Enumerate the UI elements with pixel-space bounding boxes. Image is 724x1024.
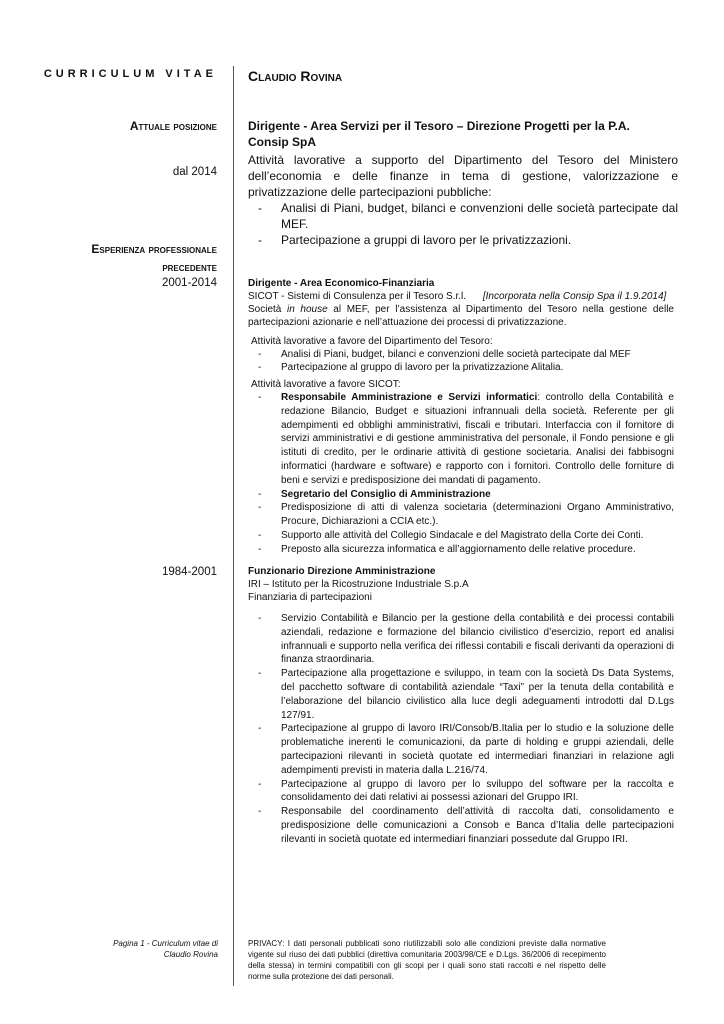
job2-block (248, 565, 674, 847)
footer-page-label-line2: Claudio Rovina (163, 950, 218, 959)
list-item: - Partecipazione a gruppi di lavoro per le privatizzazioni. (248, 232, 678, 248)
person-name: Claudio Rovina (248, 68, 343, 84)
job1-group1-bullets (248, 348, 674, 374)
footer-page-label-line1: Pagina 1 - Curriculum vitae di (113, 939, 218, 948)
job2-company: IRI – Istituto per la Ricostruzione Industriale S.p.A (248, 579, 469, 590)
current-date: dal 2014 (172, 166, 217, 178)
footer-page-label (40, 938, 218, 960)
list-item: - Partecipazione al gruppo di lavoro IRI/Consob/B.Italia per lo studio e la soluzione delle problematiche inerenti le comunicazioni, da parte di holding e gruppi aziendali, delle partecipazioni rilevanti in società quotate ed intermediari finanziari in relazione agli adempimenti previsti in materia dalla L.216/74. (248, 722, 674, 777)
list-item: - Analisi di Piani, budget, bilanci e convenzioni delle società partecipate dal MEF. (248, 200, 678, 232)
list-item (248, 391, 674, 488)
job1-group1-intro: Attività lavorative a favore del Dipartimento del Tesoro: (251, 336, 493, 347)
job2-date: 1984-2001 (162, 566, 217, 578)
job2-unit: Finanziaria di partecipazioni (248, 592, 372, 603)
vertical-divider (233, 66, 234, 986)
bullet-bold: Segretario del Consiglio di Amministrazione (281, 488, 491, 500)
job1-company-line (248, 290, 674, 303)
list-item: - Responsabile del coordinamento dell’attività di raccolta dati, consolidamento e predisposizione delle comunicazioni a Consob e Banca d’Italia delle partecipazioni rilevanti in società quotate ed intermediari finanziari possedute dal Gruppo IRI. (248, 805, 674, 846)
list-item: - Partecipazione alla progettazione e sviluppo, in team con la società Ds Data Systems, del pacchetto software di contabilità aziendale “Taxi” per la tenuta della contabilità e l’elaborazione del bilancio civilistico alla luce degli adeguamenti introdotti dal D.Lgs 127/91. (248, 667, 674, 722)
list-item: - Partecipazione al gruppo di lavoro per la privatizzazione Alitalia. (248, 361, 674, 374)
job1-desc-pre: Società (248, 304, 287, 315)
current-description-block (248, 152, 678, 248)
current-company: Consip SpA (248, 135, 316, 149)
job1-block (248, 277, 674, 557)
list-item: - Preposto alla sicurezza informatica e all’aggiornamento delle relative procedure. (248, 543, 674, 557)
list-item: - Predisposizione di atti di valenza societaria (determinazioni Organo Amministrativo, Procure, Dichiarazioni a CCIA etc.). (248, 501, 674, 529)
current-job-title (248, 118, 688, 150)
current-description: Attività lavorative a supporto del Dipartimento del Tesoro del Ministero dell’economia e delle finanze in tema di gestione, valorizzazione e privatizzazione delle partecipazioni pubbliche: (248, 153, 678, 199)
job1-date: 2001-2014 (162, 277, 217, 289)
footer-privacy: PRIVACY: I dati personali pubblicati sono riutilizzabili solo alle condizioni previste dalla normative vigente sul riuso dei dati pubblici (direttiva comunitaria 2003/98/CE e D.Lgs. 36/2006 di recepimento della stessa) in termini compatibili con gli scopi per i quali sono stati raccolti e nel rispetto delle norme sulla protezione dei dati personali. (248, 939, 606, 981)
job1-group2-intro: Attività lavorative a favore SICOT: (251, 379, 401, 390)
job1-description (248, 303, 674, 329)
job1-desc-italic: in house (286, 304, 328, 315)
list-item (248, 488, 674, 502)
experience-label-line2: precedente (162, 260, 217, 274)
job2-bullets (248, 612, 674, 847)
list-item: - Analisi di Piani, budget, bilanci e convenzioni delle società partecipate dal MEF (248, 348, 674, 361)
job1-desc-post: al MEF, per l’assistenza al Dipartimento del Tesoro nella gestione delle partecipazioni azionarie e nell’attuazione dei processi di privatizzazione. (248, 304, 674, 328)
job2-title: Funzionario Direzione Amministrazione (248, 566, 436, 577)
job1-group2-bullets (248, 391, 674, 557)
list-item: - Partecipazione al gruppo di lavoro per lo sviluppo del software per la raccolta e consolidamento dei dati relativi ai possessi azionari del Gruppo IRI. (248, 778, 674, 806)
bullet-bold: Responsabile Amministrazione e Servizi informatici (281, 392, 538, 403)
job1-company-note: [Incorporata nella Consip Spa il 1.9.2014] (482, 291, 667, 302)
experience-label-line1: Esperienza professionale (91, 242, 217, 256)
bullet-rest: : controllo della Contabilità e redazione Bilancio, Budget e situazioni infrannuali della società. Referente per gli adempimenti ed obblighi amministrativi, fiscali e tributari. Interfaccia con il fornitore di servizi amministrativi e di gestione amministrativa del personale, il Fondo pensione e gli istituti di credito, per le ordinarie attività di gestione societaria. Analisi dei fabbisogni informatici (hardware e software) e rapporto con i fornitori. Controllo delle forniture di beni e servizi e predisposizione dei mandati di pagamento. (281, 392, 674, 486)
job1-company: SICOT - Sistemi di Consulenza per il Tesoro S.r.l. (248, 291, 467, 302)
current-position-label: Attuale posizione (129, 119, 217, 133)
cv-label: CURRICULUM VITAE (43, 68, 217, 80)
list-item: - Supporto alle attività del Collegio Sindacale e del Magistrato della Corte dei Conti. (248, 529, 674, 543)
current-bullets (248, 200, 678, 248)
list-item: - Servizio Contabilità e Bilancio per la gestione della contabilità e dei processi contabili aziendali, redazione e formazione del bilancio civilistico d’esercizio, report ed analisi infrannuali e supporto nella verifica dei riflessi contabili e fiscali derivanti da operazioni di finanza straordinaria. (248, 612, 674, 667)
experience-label (40, 240, 217, 276)
current-job-title-text: Dirigente - Area Servizi per il Tesoro – Direzione Progetti per la P.A. (248, 119, 630, 133)
job1-title: Dirigente - Area Economico-Finanziaria (248, 278, 435, 289)
